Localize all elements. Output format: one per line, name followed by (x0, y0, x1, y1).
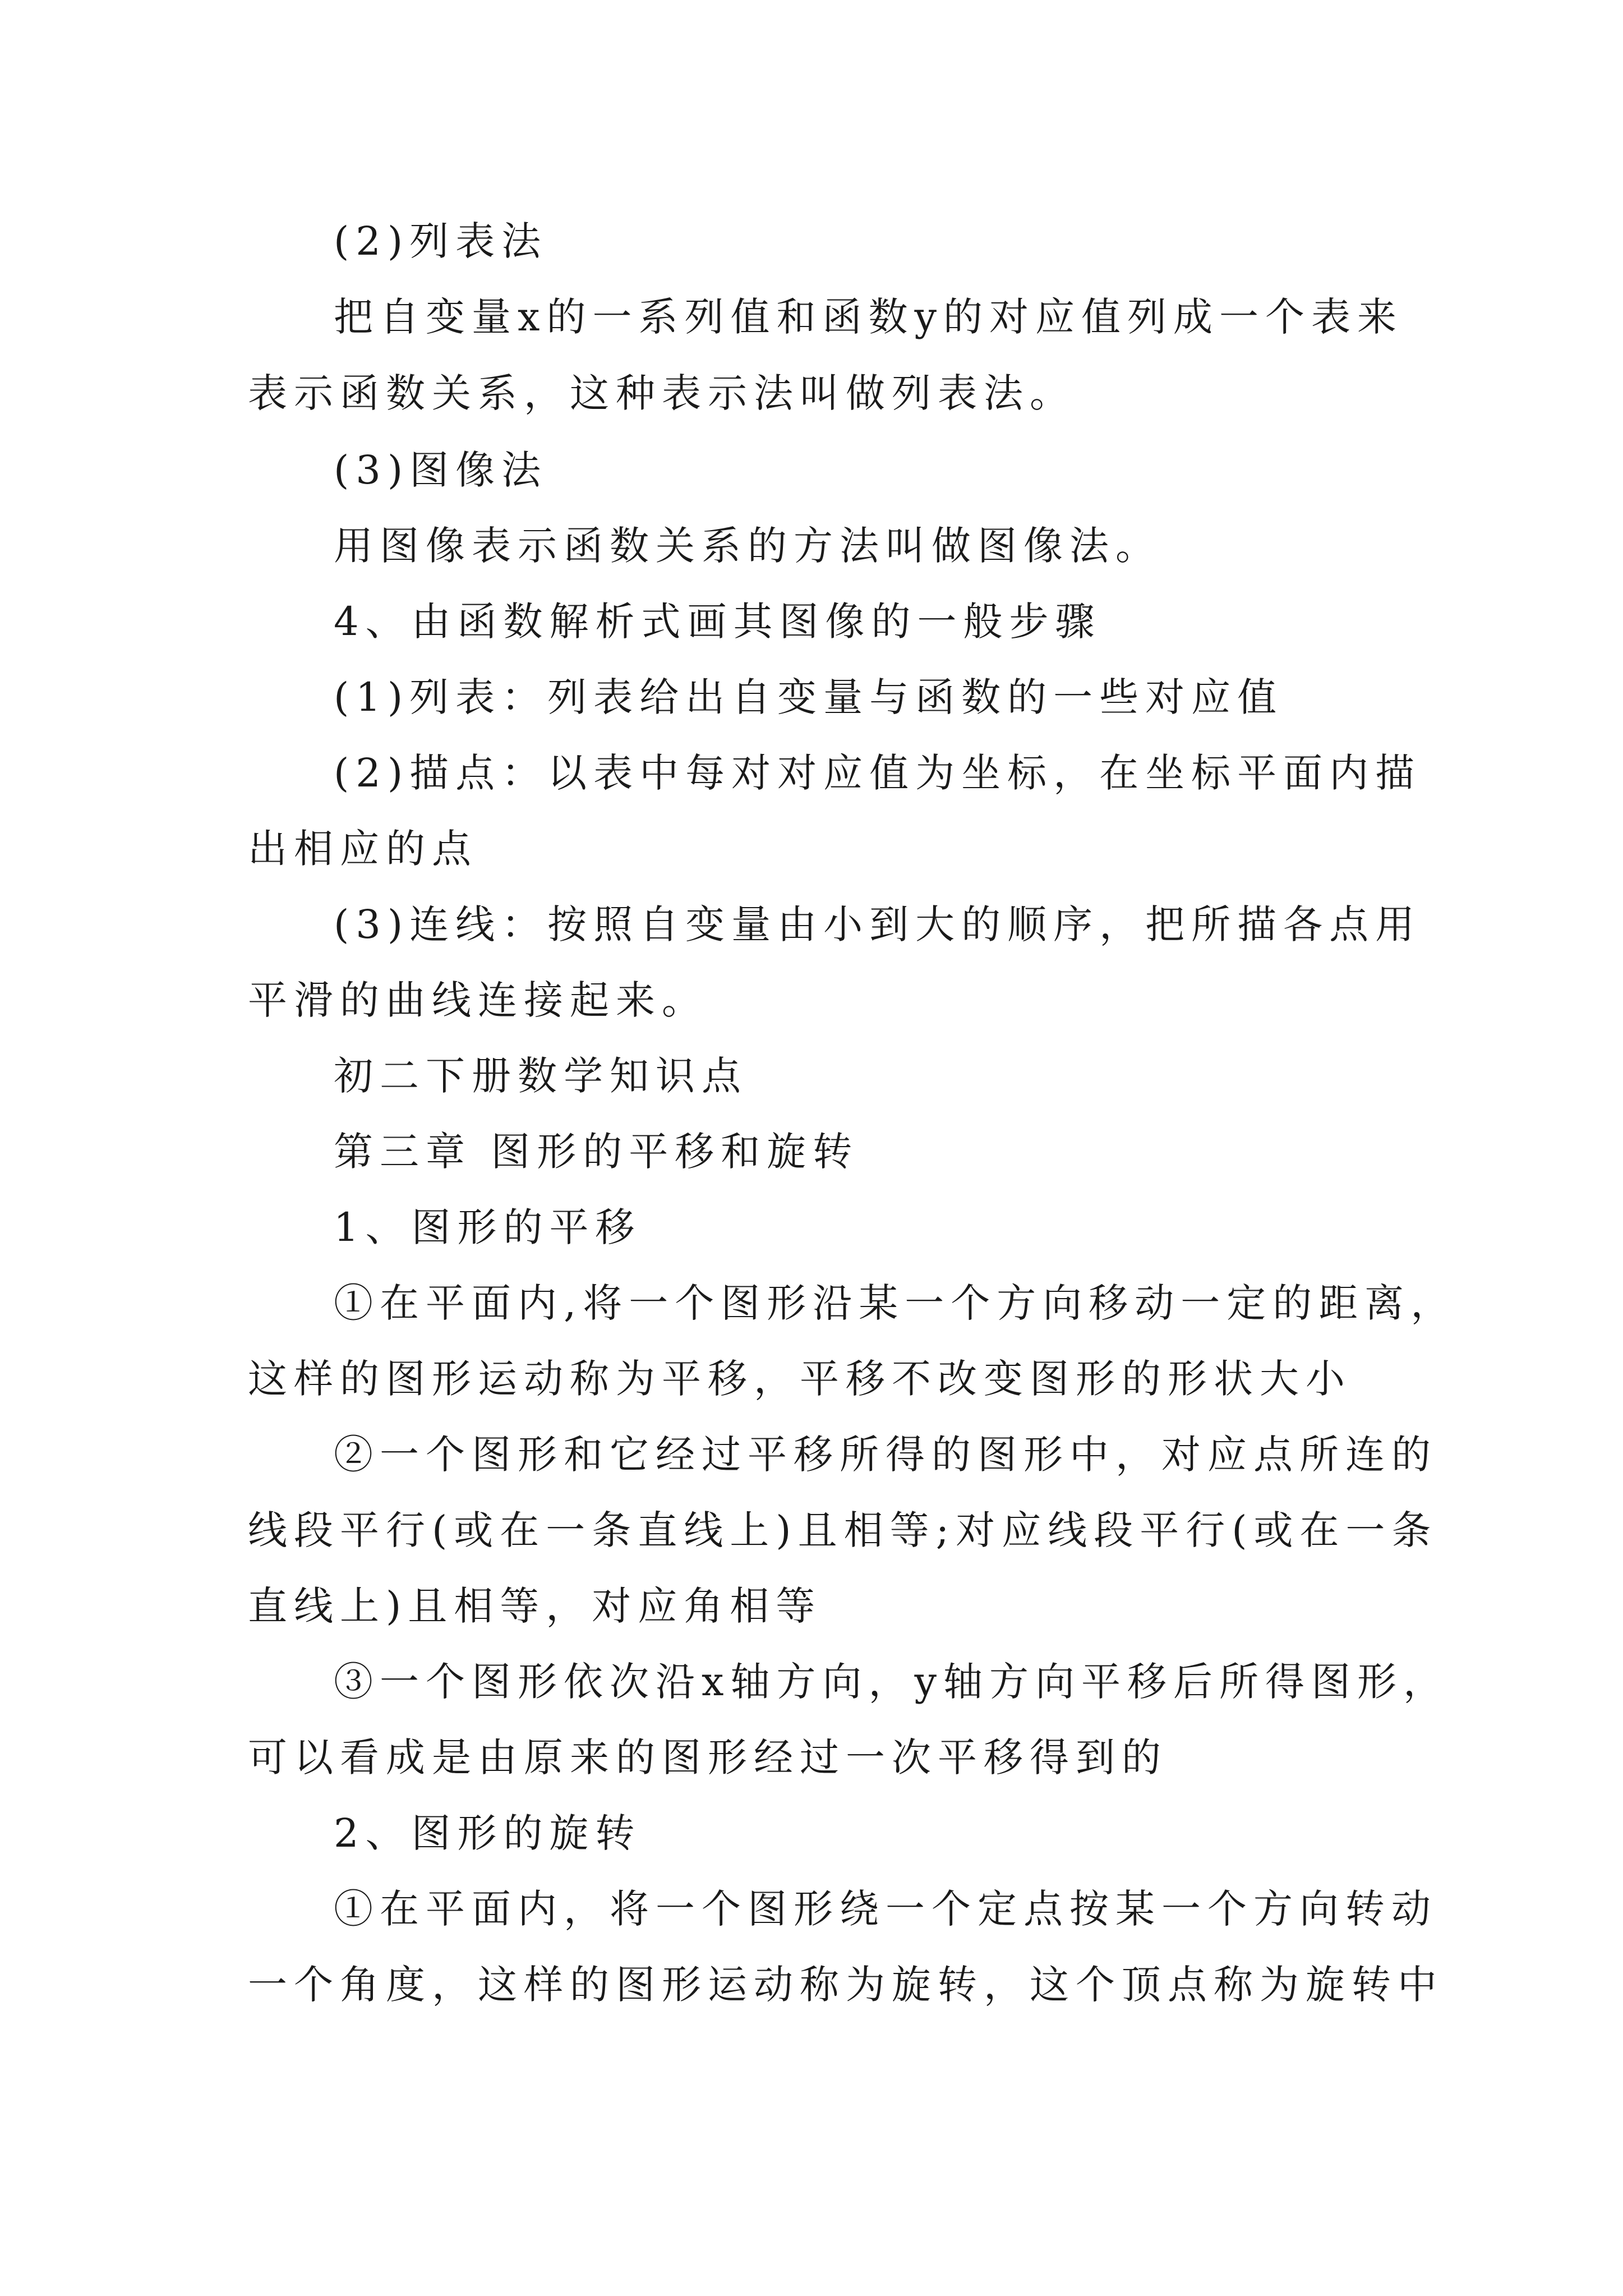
translation-point-2-line-3: 直线上)且相等，对应角相等 (248, 1583, 822, 1629)
step-plot-points-line-2: 出相应的点 (248, 826, 478, 872)
step-connect-line-2: 平滑的曲线连接起来。 (248, 977, 708, 1023)
translation-point-1-line-1: ①在平面内,将一个图形沿某一个方向移动一定的距离， (334, 1280, 1457, 1326)
paragraph-list-method-line-1: 把自变量x的一系列值和函数y的对应值列成一个表来 (334, 294, 1404, 340)
rotation-point-1-line-2: 一个角度，这样的图形运动称为旋转，这个顶点称为旋转中 (248, 1962, 1444, 2008)
heading-translation: 1、图形的平移 (334, 1204, 642, 1250)
heading-plotting-steps: 4、由函数解析式画其图像的一般步骤 (334, 599, 1101, 645)
heading-rotation: 2、图形的旋转 (334, 1810, 642, 1856)
heading-graph-method: (3)图像法 (334, 447, 548, 493)
chapter-title: 第三章 图形的平移和旋转 (334, 1129, 859, 1175)
translation-point-2-line-1: ②一个图形和它经过平移所得的图形中，对应点所连的 (334, 1432, 1437, 1478)
step-plot-points-line-1: (2)描点：以表中每对对应值为坐标，在坐标平面内描 (334, 750, 1422, 796)
translation-point-3-line-2: 可以看成是由原来的图形经过一次平移得到的 (248, 1734, 1168, 1780)
step-list-table: (1)列表：列表给出自变量与函数的一些对应值 (334, 674, 1284, 720)
section-title: 初二下册数学知识点 (334, 1053, 748, 1099)
rotation-point-1-line-1: ①在平面内，将一个图形绕一个定点按某一个方向转动 (334, 1886, 1437, 1932)
paragraph-graph-method: 用图像表示函数关系的方法叫做图像法。 (334, 523, 1161, 569)
translation-point-1-line-2: 这样的图形运动称为平移，平移不改变图形的形状大小 (248, 1356, 1352, 1402)
heading-list-method: (2)列表法 (334, 218, 548, 264)
translation-point-2-line-2: 线段平行(或在一条直线上)且相等;对应线段平行(或在一条 (248, 1507, 1438, 1553)
step-connect-line-1: (3)连线：按照自变量由小到大的顺序，把所描各点用 (334, 901, 1422, 947)
translation-point-3-line-1: ③一个图形依次沿x轴方向，y轴方向平移后所得图形， (334, 1659, 1450, 1705)
paragraph-list-method-line-2: 表示函数关系，这种表示法叫做列表法。 (248, 370, 1076, 416)
